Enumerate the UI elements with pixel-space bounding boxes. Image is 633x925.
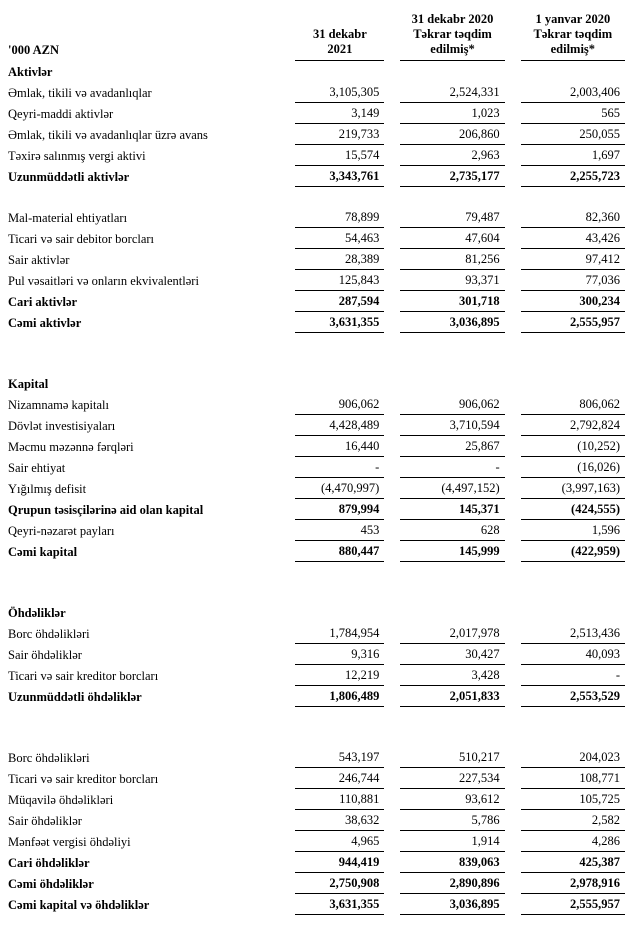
row-label: Aktivlər [8,65,53,79]
row-value: 301,718 [400,294,504,312]
value-cell [505,478,625,499]
value-cell [505,291,625,312]
row-value: 2,555,957 [521,897,625,915]
row-label: Sair öhdəliklər [8,648,82,662]
row-value: 2,003,406 [521,85,625,103]
total-row [8,499,625,520]
header-line: edilmiş* [430,42,475,56]
value-cell [279,894,384,915]
balance-sheet-table [8,12,625,915]
value-cell [279,270,384,291]
row-value: 5,786 [400,813,504,831]
row-value: 3,343,761 [295,169,384,187]
value-cell [384,810,504,831]
row-value: 145,999 [400,544,504,562]
row-label: Pul vəsaitləri və onların ekvivalentləri [8,274,199,288]
value-cell [384,82,504,103]
row-label: Qrupun təsisçilərinə aid olan kapital [8,503,204,517]
value-cell [279,457,384,478]
value-cell [384,436,504,457]
row-value: 78,899 [295,210,384,228]
value-cell [384,747,504,768]
row-value: 81,256 [400,252,504,270]
spacer-row [8,333,625,353]
table-body [8,61,625,915]
value-cell [505,852,625,873]
row-value: 3,036,895 [400,897,504,915]
row-value: 4,286 [521,834,625,852]
row-value: (422,959) [521,544,625,562]
value-cell [279,665,384,686]
value-cell [384,457,504,478]
row-value: 2,750,908 [295,876,384,894]
value-cell [384,249,504,270]
value-cell [384,312,504,333]
value-cell [384,478,504,499]
row-value: 82,360 [521,210,625,228]
header-line: Təkrar təqdim [533,27,613,41]
row-label: Sair ehtiyat [8,461,66,475]
row-value: 110,881 [295,792,384,810]
table-row [8,207,625,228]
value-cell [279,249,384,270]
value-cell [505,665,625,686]
row-value: (3,997,163) [521,481,625,499]
value-cell [505,520,625,541]
value-cell [505,436,625,457]
row-value: 206,860 [400,127,504,145]
value-cell [279,394,384,415]
value-cell [279,873,384,894]
value-cell [505,768,625,789]
value-cell [384,623,504,644]
row-value: 105,725 [521,792,625,810]
row-value: 108,771 [521,771,625,789]
value-cell [279,810,384,831]
value-cell [384,415,504,436]
value-cell [505,270,625,291]
row-label: Borc öhdəlikləri [8,627,90,641]
row-value: 543,197 [295,750,384,768]
value-cell [279,228,384,249]
spacer-row [8,727,625,747]
row-value: 2,792,824 [521,418,625,436]
row-label: Cəmi aktivlər [8,316,82,330]
row-value: 1,697 [521,148,625,166]
value-cell [505,312,625,333]
row-value: 2,255,723 [521,169,625,187]
value-cell [279,831,384,852]
value-cell [384,124,504,145]
table-row [8,831,625,852]
row-label: Uzunmüddətli aktivlər [8,170,130,184]
row-value: 944,419 [295,855,384,873]
spacer-row [8,562,625,582]
table-header [8,12,625,61]
value-cell [384,873,504,894]
value-cell [279,520,384,541]
row-label: Cəmi kapital və öhdəliklər [8,898,150,912]
value-cell [279,478,384,499]
row-value: 1,806,489 [295,689,384,707]
empty-cell [279,373,625,394]
row-label: Uzunmüddətli öhdəliklər [8,690,142,704]
row-value: 879,994 [295,502,384,520]
row-value: 300,234 [521,294,625,312]
value-cell [505,228,625,249]
value-cell [384,270,504,291]
row-value: 2,963 [400,148,504,166]
row-value: - [400,460,504,478]
row-value: 30,427 [400,647,504,665]
column-header-dec-2021 [279,12,384,61]
row-value: 3,631,355 [295,897,384,915]
value-cell [505,789,625,810]
row-value: 3,710,594 [400,418,504,436]
spacer-cell [8,562,625,582]
value-cell [384,499,504,520]
row-value: 16,440 [295,439,384,457]
value-cell [505,145,625,166]
value-cell [279,145,384,166]
row-value: (16,026) [521,460,625,478]
spacer-row [8,353,625,373]
value-cell [279,124,384,145]
row-value: 1,914 [400,834,504,852]
row-value: 204,023 [521,750,625,768]
row-value: 246,744 [295,771,384,789]
row-value: (4,497,152) [400,481,504,499]
row-value: 28,389 [295,252,384,270]
value-cell [505,103,625,124]
value-cell [279,852,384,873]
row-value: 77,036 [521,273,625,291]
value-cell [384,852,504,873]
header-line: edilmiş* [550,42,596,56]
value-cell [279,436,384,457]
value-cell [279,291,384,312]
value-cell [384,207,504,228]
value-cell [279,312,384,333]
value-cell [505,457,625,478]
value-cell [505,499,625,520]
row-value: 2,735,177 [400,169,504,187]
row-value: 1,023 [400,106,504,124]
table-row [8,270,625,291]
value-cell [384,768,504,789]
row-value: 219,733 [295,127,384,145]
spacer-cell [8,353,625,373]
row-label: Təxirə salınmış vergi aktivi [8,149,146,163]
value-cell [384,686,504,707]
table-row [8,789,625,810]
row-label: Ticari və sair debitor borcları [8,232,155,246]
row-label: Nizamnamə kapitalı [8,398,110,412]
value-cell [384,665,504,686]
row-value: 12,219 [295,668,384,686]
table-row [8,415,625,436]
value-cell [505,207,625,228]
row-value: 40,093 [521,647,625,665]
value-cell [505,249,625,270]
row-value: 906,062 [400,397,504,415]
value-cell [384,541,504,562]
row-value: - [295,460,384,478]
row-value: 38,632 [295,813,384,831]
table-row [8,228,625,249]
row-value: 3,428 [400,668,504,686]
row-label: Mal-material ehtiyatları [8,211,128,225]
section-row [8,61,625,82]
row-value: 287,594 [295,294,384,312]
row-value: 9,316 [295,647,384,665]
value-cell [505,394,625,415]
total-row [8,541,625,562]
row-value: 54,463 [295,231,384,249]
row-value: 453 [295,523,384,541]
table-row [8,810,625,831]
row-value: 145,371 [400,502,504,520]
spacer-row [8,187,625,207]
value-cell [505,686,625,707]
table-row [8,249,625,270]
spacer-cell [8,187,625,207]
column-header-jan-2020 [505,12,625,61]
table-row [8,520,625,541]
row-value: 3,036,895 [400,315,504,333]
row-label: Sair öhdəliklər [8,814,82,828]
row-value: 3,631,355 [295,315,384,333]
value-cell [279,207,384,228]
total-row [8,166,625,187]
value-cell [384,644,504,665]
row-value: 806,062 [521,397,625,415]
table-row [8,436,625,457]
row-value: 93,371 [400,273,504,291]
row-value: 839,063 [400,855,504,873]
value-cell [279,541,384,562]
row-value: 47,604 [400,231,504,249]
unit-label: '000 AZN [8,43,60,57]
table-row [8,82,625,103]
section-row [8,602,625,623]
header-line: Təkrar təqdim [413,27,492,41]
table-row [8,644,625,665]
table-row [8,145,625,166]
table-row [8,457,625,478]
spacer-cell [8,333,625,353]
value-cell [384,831,504,852]
empty-cell [279,61,625,82]
row-value: 880,447 [295,544,384,562]
row-value: 2,978,916 [521,876,625,894]
row-label: Ticari və sair kreditor borcları [8,669,159,683]
row-label: Qeyri-maddi aktivlər [8,107,114,121]
row-value: 2,555,957 [521,315,625,333]
row-label: Sair aktivlər [8,253,70,267]
value-cell [279,789,384,810]
value-cell [279,82,384,103]
row-value: 1,596 [521,523,625,541]
spacer-row [8,707,625,727]
value-cell [505,747,625,768]
row-value: 906,062 [295,397,384,415]
row-label: Dövlət investisiyaları [8,419,116,433]
value-cell [384,520,504,541]
row-label: Əmlak, tikili və avadanlıqlar [8,86,152,100]
row-value: 2,051,833 [400,689,504,707]
table-row [8,478,625,499]
column-header-text [295,27,384,61]
row-label: Kapital [8,377,49,391]
row-value: 250,055 [521,127,625,145]
row-value: (424,555) [521,502,625,520]
row-value: 3,105,305 [295,85,384,103]
total-row [8,312,625,333]
header-line: 1 yanvar 2020 [535,12,611,26]
section-row [8,373,625,394]
value-cell [279,415,384,436]
total-row [8,852,625,873]
row-value: 15,574 [295,148,384,166]
row-label: Qeyri-nəzarət payları [8,524,115,538]
total-row [8,291,625,312]
row-value: 425,387 [521,855,625,873]
row-label: Yığılmış defisit [8,482,87,496]
row-label: Borc öhdəlikləri [8,751,90,765]
value-cell [279,499,384,520]
value-cell [384,228,504,249]
row-label: Müqavilə öhdəlikləri [8,793,114,807]
value-cell [279,644,384,665]
row-label: Məcmu məzənnə fərqləri [8,440,134,454]
value-cell [384,166,504,187]
row-value: (10,252) [521,439,625,457]
row-value: 2,582 [521,813,625,831]
row-value: 93,612 [400,792,504,810]
row-value: - [521,668,625,686]
spacer-cell [8,582,625,602]
row-value: 1,784,954 [295,626,384,644]
row-label: Mənfəət vergisi öhdəliyi [8,835,131,849]
value-cell [384,103,504,124]
table-row [8,103,625,124]
value-cell [505,415,625,436]
table-row [8,747,625,768]
row-label: Əmlak, tikili və avadanlıqlar üzrə avans [8,128,208,142]
row-value: 2,553,529 [521,689,625,707]
value-cell [505,166,625,187]
row-label: Öhdəliklər [8,606,66,620]
row-value: 4,428,489 [295,418,384,436]
row-value: 227,534 [400,771,504,789]
row-label: Ticari və sair kreditor borcları [8,772,159,786]
total-row [8,894,625,915]
row-label: Cəmi kapital [8,545,78,559]
table-row [8,665,625,686]
table-row [8,623,625,644]
table-row [8,768,625,789]
value-cell [279,686,384,707]
column-header-text [400,12,504,61]
row-value: 2,513,436 [521,626,625,644]
value-cell [384,894,504,915]
value-cell [505,831,625,852]
value-cell [505,873,625,894]
value-cell [279,747,384,768]
value-cell [384,145,504,166]
column-header-dec-2020 [384,12,504,61]
row-label: Cəmi öhdəliklər [8,877,94,891]
row-value: 4,965 [295,834,384,852]
value-cell [505,541,625,562]
empty-cell [279,602,625,623]
value-cell [384,394,504,415]
row-value: 25,867 [400,439,504,457]
row-value: 125,843 [295,273,384,291]
row-value: 628 [400,523,504,541]
row-value: 43,426 [521,231,625,249]
row-value: (4,470,997) [295,481,384,499]
value-cell [505,82,625,103]
row-label: Cari aktivlər [8,295,78,309]
row-value: 510,217 [400,750,504,768]
value-cell [279,166,384,187]
row-label: Cari öhdəliklər [8,856,90,870]
value-cell [505,644,625,665]
row-value: 97,412 [521,252,625,270]
table-row [8,124,625,145]
value-cell [279,623,384,644]
row-value: 565 [521,106,625,124]
row-value: 2,890,896 [400,876,504,894]
spacer-cell [8,727,625,747]
row-value: 2,017,978 [400,626,504,644]
value-cell [505,623,625,644]
row-value: 2,524,331 [400,85,504,103]
header-row [8,12,625,61]
value-cell [279,768,384,789]
value-cell [384,789,504,810]
column-header-text [521,12,625,61]
header-line: 2021 [327,42,353,56]
header-line: 31 dekabr 2020 [411,12,494,26]
value-cell [384,291,504,312]
row-value: 79,487 [400,210,504,228]
spacer-row [8,582,625,602]
total-row [8,873,625,894]
value-cell [505,894,625,915]
total-row [8,686,625,707]
value-cell [505,124,625,145]
table-row [8,394,625,415]
value-cell [505,810,625,831]
spacer-cell [8,707,625,727]
header-line: 31 dekabr [312,27,367,41]
row-value: 3,149 [295,106,384,124]
value-cell [279,103,384,124]
